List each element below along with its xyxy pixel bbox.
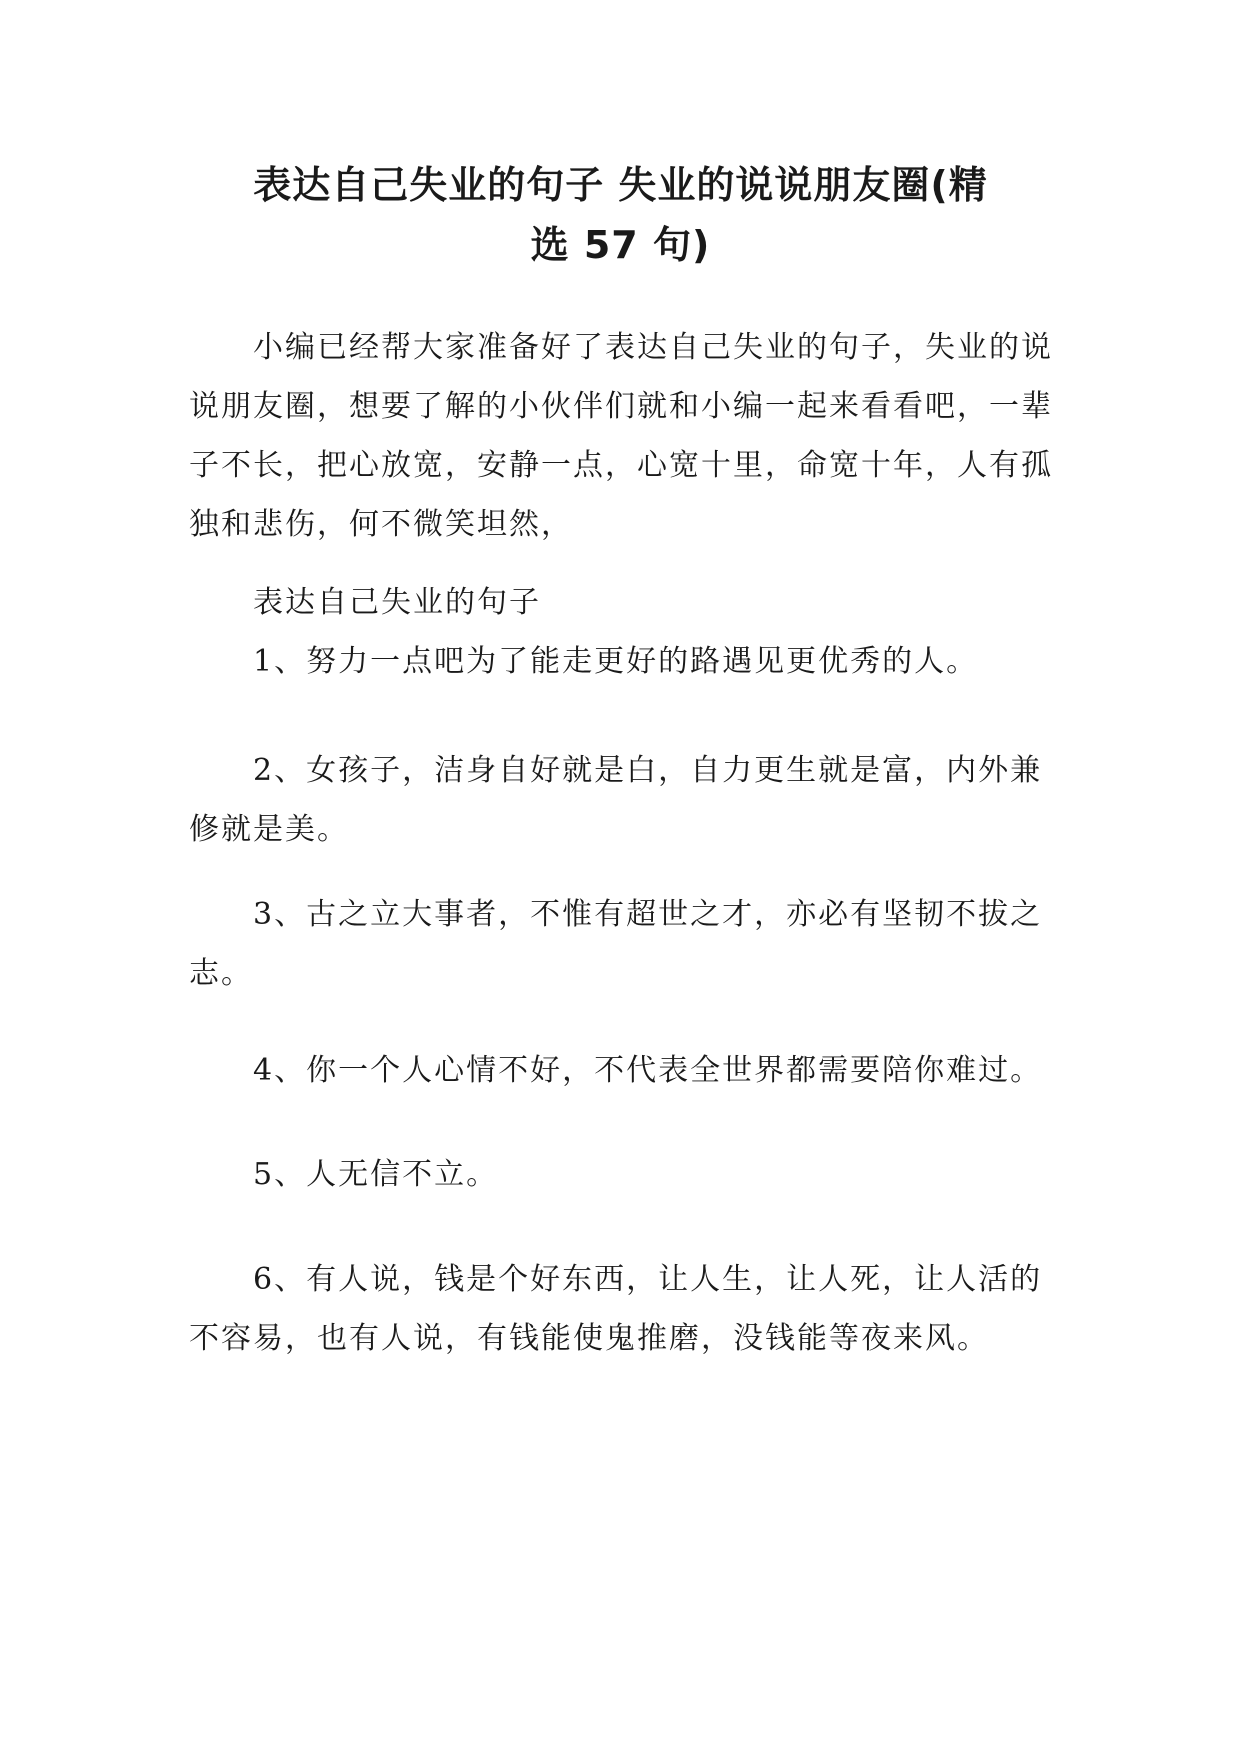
list-item-4: 4、你一个人心情不好，不代表全世界都需要陪你难过。	[253, 1053, 1043, 1088]
list-item-block-5	[189, 1145, 1069, 1204]
document-title-line-2: 选 57 句)	[530, 223, 711, 267]
document-title-line-1: 表达自己失业的句子 失业的说说朋友圈(精	[253, 163, 988, 207]
intro-paragraph: 小编已经帮大家准备好了表达自己失业的句子，失业的说说朋友圈，想要了解的小伙伴们就和小编一起来看看吧，一辈子不长，把心放宽，安静一点，心宽十里，命宽十年，人有孤独和悲伤，何不微笑坦然，	[189, 330, 1053, 542]
list-item-5: 5、人无信不立。	[253, 1157, 499, 1192]
list-item-block-2	[189, 741, 1069, 859]
document-title	[185, 155, 1056, 275]
section-heading-block	[189, 573, 1069, 691]
list-item-2: 2、女孩子，洁身自好就是白，自力更生就是富，内外兼修就是美。	[189, 753, 1043, 847]
section-heading: 表达自己失业的句子	[253, 585, 541, 620]
list-item-block-4	[189, 1041, 1069, 1100]
list-item-3: 3、古之立大事者，不惟有超世之才，亦必有坚韧不拔之志。	[189, 897, 1043, 991]
list-item-block-3	[189, 885, 1069, 1003]
list-item-block-6	[189, 1250, 1069, 1368]
intro-paragraph-block	[189, 318, 1069, 554]
list-item-6: 6、有人说，钱是个好东西，让人生，让人死，让人活的不容易，也有人说，有钱能使鬼推磨，没钱能等夜来风。	[189, 1262, 1043, 1356]
list-item-1: 1、努力一点吧为了能走更好的路遇见更优秀的人。	[253, 644, 979, 679]
